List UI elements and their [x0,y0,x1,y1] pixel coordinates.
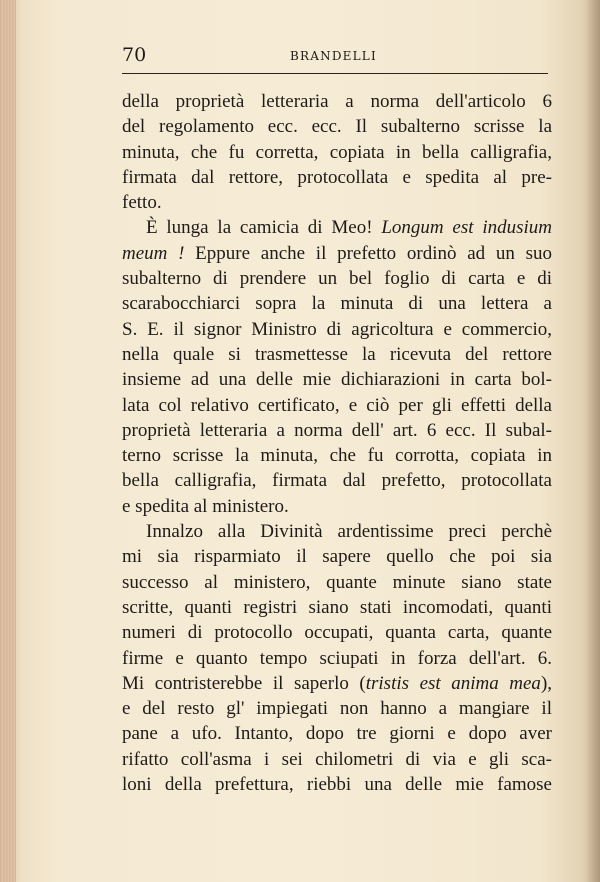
text-line [122,418,552,443]
text-run: lata col relativo certificato, e ciò per gli effetti della [122,394,552,416]
page-header [122,44,548,70]
page-number: 70 [122,44,147,66]
body-text [122,89,552,797]
text-line [122,241,552,266]
text-run: successo al ministero, quante minute siano state [122,571,552,593]
text-run: numeri di protocollo occupati, quanta carta, quante [122,622,552,644]
text-line [122,494,552,519]
text-line [122,544,552,569]
text-run: mi sia risparmiato il sapere quello che poi sia [122,546,552,568]
text-run: rifatto coll'asma i sei chilometri di via e gli sca- [122,748,552,770]
text-run: nella quale si trasmettesse la ricevuta del rettore [122,343,552,365]
text-line [122,367,552,392]
text-line [122,291,552,316]
text-line [122,570,552,595]
text-run: Mi contristerebbe il saperlo ( [122,672,366,694]
text-run: scritte, quanti registri siano stati incomodati, quanti [122,596,552,618]
text-run: del regolamento ecc. ecc. Il subalterno scrisse la [122,116,552,138]
text-run: firmata dal rettore, protocollata e spedita al pre- [122,166,552,188]
text-run: firme e quanto tempo sciupati in forza dell'art. 6. [122,647,552,669]
italic-phrase: Longum est indusium [381,217,552,239]
text-line [122,190,552,215]
text-line [122,266,552,291]
italic-phrase: meum ! [122,242,185,264]
text-line [122,747,552,772]
running-head: BRANDELLI [290,49,377,63]
text-line [122,443,552,468]
text-line [122,89,552,114]
text-line [122,215,552,240]
text-line [122,393,552,418]
text-line [122,772,552,797]
text-run: proprietà letteraria a norma dell' art. 6 ecc. Il subal- [122,419,552,441]
text-line [122,620,552,645]
text-run: ), [540,672,553,694]
text-line [122,696,552,721]
page-edge-left [0,0,16,882]
text-line [122,646,552,671]
text-run: pane a ufo. Intanto, dopo tre giorni e dopo aver [122,723,552,745]
text-run: loni della prefettura, riebbi una delle mie famose [122,774,552,796]
text-run: minuta, che fu corretta, copiata in bella calligrafia, [122,141,552,163]
text-line [122,721,552,746]
text-run: e del resto gl' impiegati non hanno a mangiare il [122,698,552,720]
text-run: È lunga la camicia di Meo! [146,217,382,239]
text-line [122,165,552,190]
text-run: e spedita al ministero. [122,495,289,517]
text-run: subalterno di prendere un bel foglio di carta e di [122,268,552,290]
text-run: Eppure anche il prefetto ordinò ad un suo [184,242,553,264]
text-line [122,468,552,493]
text-line [122,140,552,165]
text-run: terno scrisse la minuta, che fu corrotta, copiata in [122,445,552,467]
text-line [122,342,552,367]
text-run: fetto. [122,192,162,214]
header-rule [122,73,548,74]
text-line [122,519,552,544]
text-line [122,671,552,696]
text-run: Innalzo alla Divinità ardentissime preci perchè [146,521,552,543]
text-run: insieme ad una delle mie dichiarazioni in carta bol- [122,369,552,391]
text-line [122,317,552,342]
text-run: bella calligrafia, firmata dal prefetto, protocollata [122,470,552,492]
text-run: scarabocchiarci sopra la minuta di una lettera a [122,293,552,315]
text-line [122,114,552,139]
text-run: S. E. il signor Ministro di agricoltura e commercio, [122,318,552,340]
page-gutter-shadow [586,0,600,882]
text-line [122,595,552,620]
text-run: della proprietà letteraria a norma dell'articolo 6 [122,91,552,112]
italic-phrase: tristis est anima mea [365,672,541,694]
